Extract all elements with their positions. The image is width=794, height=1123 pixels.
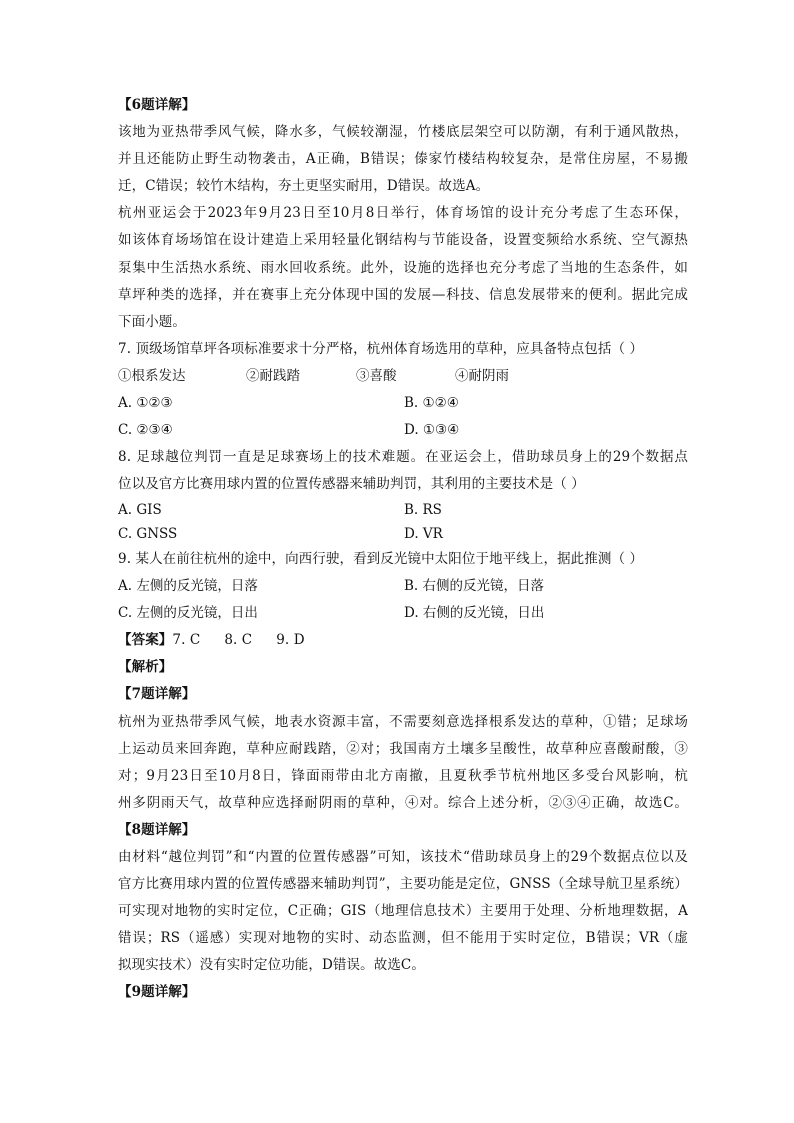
q8-detail-line-1: 由材料“越位判罚”和“内置的位置传感器”可知，该技术“借助球员身上的29个数据点位以及: [118, 848, 688, 865]
q7-detail-line-3: 对；9月23日至10月8日，锋面雨带由北方南撤，且夏秋季节杭州地区多受台风影响，杭: [118, 767, 688, 784]
q7-item-4: ④耐阴雨: [455, 367, 509, 384]
q7-detail-line-4: 州多阴雨天气，故草种应选择耐阴雨的草种，④对。综合上述分析，②③④正确，故选C。: [118, 794, 688, 811]
q7-option-d: D. ①③④: [404, 421, 460, 438]
q9-option-d: D. 右侧的反光镜，日出: [404, 605, 545, 622]
q6-line-1: 该地为亚热带季风气候，降水多，气候较潮湿，竹楼底层架空可以防潮，有利于通风散热，: [118, 124, 688, 141]
q7-item-1: ①根系发达: [118, 367, 186, 384]
q6-detail-header: 【6题详解】: [118, 97, 196, 113]
q6-line-3: 迁，C错误；较竹木结构，夯土更坚实耐用，D错误。故选A。: [118, 178, 490, 195]
q7-detail-header: 【7题详解】: [118, 686, 196, 703]
q7-stem: 7. 顶级场馆草坪各项标准要求十分严格，杭州体育场选用的草种，应具备特点包括（ ）: [118, 340, 644, 357]
q7-options-row-2: [118, 417, 688, 444]
q8-options-row-2: [118, 522, 688, 546]
q7-option-b: B. ①②④: [404, 394, 459, 411]
q8-option-a: A. GIS: [118, 502, 162, 519]
answer-9: 9. D: [276, 632, 305, 649]
material-line-5: 下面小题。: [118, 313, 186, 330]
analysis-header: 【解析】: [118, 659, 173, 676]
q7-options-row-1: [118, 390, 688, 417]
q8-detail-line-5: 拟现实技术）没有实时定位功能，D错误。故选C。: [118, 957, 425, 974]
q8-options-row-1: [118, 498, 688, 522]
material-line-1: 杭州亚运会于2023年9月23日至10月8日举行，体育场馆的设计充分考虑了生态环保，: [118, 205, 688, 222]
q8-option-d: D. VR: [404, 526, 443, 543]
q7-option-c: C. ②③④: [118, 421, 173, 438]
q9-option-a: A. 左侧的反光镜，日落: [118, 578, 258, 595]
q8-detail-line-4: 错误；RS（遥感）实现对地物的实时、动态监测，但不能用于实时定位，B错误；VR（虚: [118, 930, 688, 947]
q7-option-a: A. ①②③: [118, 394, 173, 411]
q8-stem-line-2: 位以及官方比赛用球内置的位置传感器来辅助判罚，其利用的主要技术是（ ）: [118, 476, 585, 493]
q9-options-row-1: [118, 573, 688, 600]
answer-line: [118, 627, 688, 654]
q7-detail-line-1: 杭州为亚热带季风气候，地表水资源丰富，不需要刻意选择根系发达的草种，①错；足球场: [118, 713, 688, 730]
q9-option-c: C. 左侧的反光镜，日出: [118, 605, 258, 622]
q8-option-b: B. RS: [404, 502, 442, 519]
q8-detail-header: 【8题详解】: [118, 821, 196, 838]
q8-detail-line-2: 官方比赛用球内置的位置传感器来辅助判罚”，主要功能是定位，GNSS（全球导航卫星系统）: [118, 876, 688, 893]
answer-7: 7. C: [172, 632, 201, 649]
q7-items: [118, 363, 688, 390]
document-page: [118, 92, 688, 1007]
q7-item-2: ②耐践踏: [246, 367, 300, 384]
answer-8: 8. C: [224, 632, 253, 649]
material-line-3: 泵集中生活热水系统、雨水回收系统。此外，设施的选择也充分考虑了当地的生态条件，如: [118, 259, 688, 276]
q7-item-3: ③喜酸: [356, 367, 397, 384]
material-line-4: 草坪种类的选择，并在赛事上充分体现中国的发展—科技、信息发展带来的便利。据此完成: [118, 286, 688, 303]
q7-detail-line-2: 上运动员来回奔跑，草种应耐践踏，②对；我国南方土壤多呈酸性，故草种应喜酸耐酸，③: [118, 740, 688, 757]
q8-option-c: C. GNSS: [118, 526, 178, 543]
material-line-2: 如该体育场场馆在设计建造上采用轻量化钢结构与节能设备，设置变频给水系统、空气源热: [118, 232, 688, 249]
q9-detail-header: 【9题详解】: [118, 984, 196, 1001]
q9-options-row-2: [118, 600, 688, 627]
q8-stem-line-1: 8. 足球越位判罚一直是足球赛场上的技术难题。在亚运会上，借助球员身上的29个数据点: [118, 448, 688, 465]
q9-option-b: B. 右侧的反光镜，日落: [404, 578, 545, 595]
answer-label: 【答案】: [118, 632, 173, 649]
q6-line-2: 并且还能防止野生动物袭击，A正确，B错误；傣家竹楼结构较复杂，是常住房屋，不易搬: [118, 151, 688, 168]
q9-stem: 9. 某人在前往杭州的途中，向西行驶，看到反光镜中太阳位于地平线上，据此推测（ ）: [118, 551, 644, 568]
q8-detail-line-3: 可实现对地物的实时定位，C正确；GIS（地理信息技术）主要用于处理、分析地理数据，A: [118, 903, 688, 920]
